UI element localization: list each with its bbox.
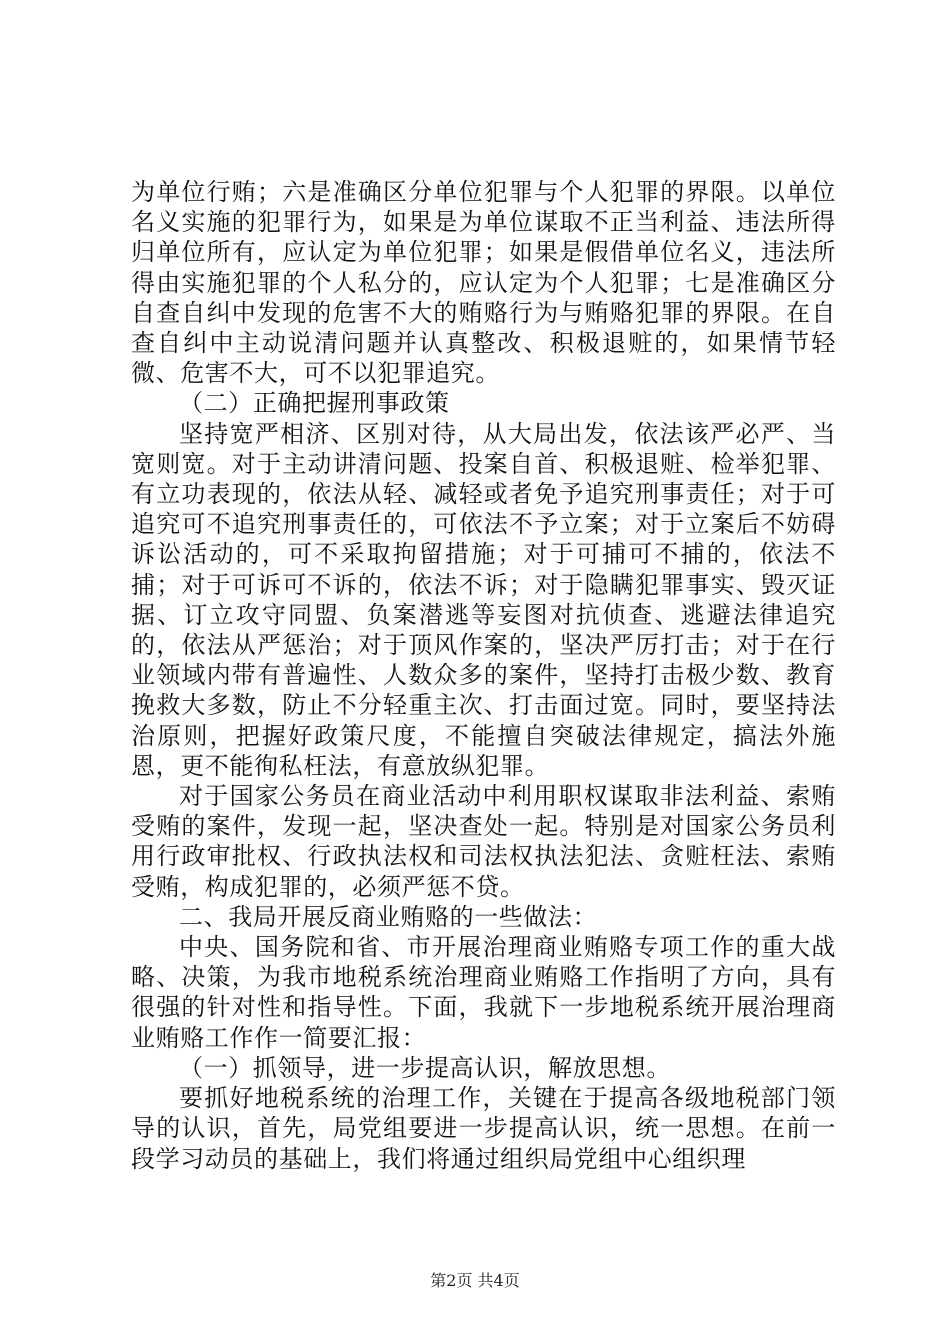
heading-criminal-policy: （二）正确把握刑事政策 bbox=[179, 389, 450, 418]
heading-bureau-practices: 二、我局开展反商业贿赂的一些做法： bbox=[179, 902, 598, 931]
paragraph-civil-servants: 对于国家公务员在商业活动中利用职权谋取非法利益、索贿受贿的案件，发现一起，坚决查处一起。特别是对国家公务员利用行政审批权、行政执法权和司法权执法犯法、贪赃枉法、索贿受贿，构成犯罪的，必须严惩不贷。 bbox=[131, 782, 836, 901]
document-body bbox=[131, 177, 836, 1174]
paragraph-unit-crime: 为单位行贿；六是准确区分单位犯罪与个人犯罪的界限。以单位名义实施的犯罪行为，如果是为单位谋取不正当利益、违法所得归单位所有，应认定为单位犯罪；如果是假借单位名义，违法所得由实施犯罪的个人私分的，应认定为个人犯罪；七是准确区分自查自纠中发现的危害不大的贿赂行为与贿赂犯罪的界限。在自查自纠中主动说清问题并认真整改、积极退赃的，如果情节轻微、危害不大，可不以犯罪追究。 bbox=[131, 178, 836, 388]
paragraph-leadership-awareness: 要抓好地税系统的治理工作，关键在于提高各级地税部门领导的认识，首先，局党组要进一步提高认识，统一思想。在前一段学习动员的基础上，我们将通过组织局党组中心组织理 bbox=[131, 1084, 836, 1173]
paragraph-central-strategy: 中央、国务院和省、市开展治理商业贿赂专项工作的重大战略、决策，为我市地税系统治理商业贿赂工作指明了方向，具有很强的针对性和指导性。下面，我就下一步地税系统开展治理商业贿赂工作作一简要汇报： bbox=[131, 933, 836, 1052]
page-number-footer: 第2页 共4页 bbox=[430, 1271, 520, 1290]
paragraph-leniency-severity: 坚持宽严相济、区别对待，从大局出发，依法该严必严、当宽则宽。对于主动讲清问题、投案自首、积极退赃、检举犯罪、有立功表现的，依法从轻、减轻或者免予追究刑事责任；对于可追究可不追究刑事责任的，可依法不予立案；对于立案后不妨碍诉讼活动的，可不采取拘留措施；对于可捕可不捕的，依法不捕；对于可诉可不诉的，依法不诉；对于隐瞒犯罪事实、毁灭证据、订立攻守同盟、负案潜逃等妄图对抗侦查、逃避法律追究的，依法从严惩治；对于顶风作案的，坚决严厉打击；对于在行业领域内带有普遍性、人数众多的案件，坚持打击极少数、教育挽救大多数，防止不分轻重主次、打击面过宽。同时，要坚持法治原则，把握好政策尺度，不能擅自突破法律规定，搞法外施恩，更不能徇私枉法，有意放纵犯罪。 bbox=[131, 419, 836, 780]
heading-leadership: （一）抓领导，进一步提高认识，解放思想。 bbox=[179, 1053, 671, 1082]
